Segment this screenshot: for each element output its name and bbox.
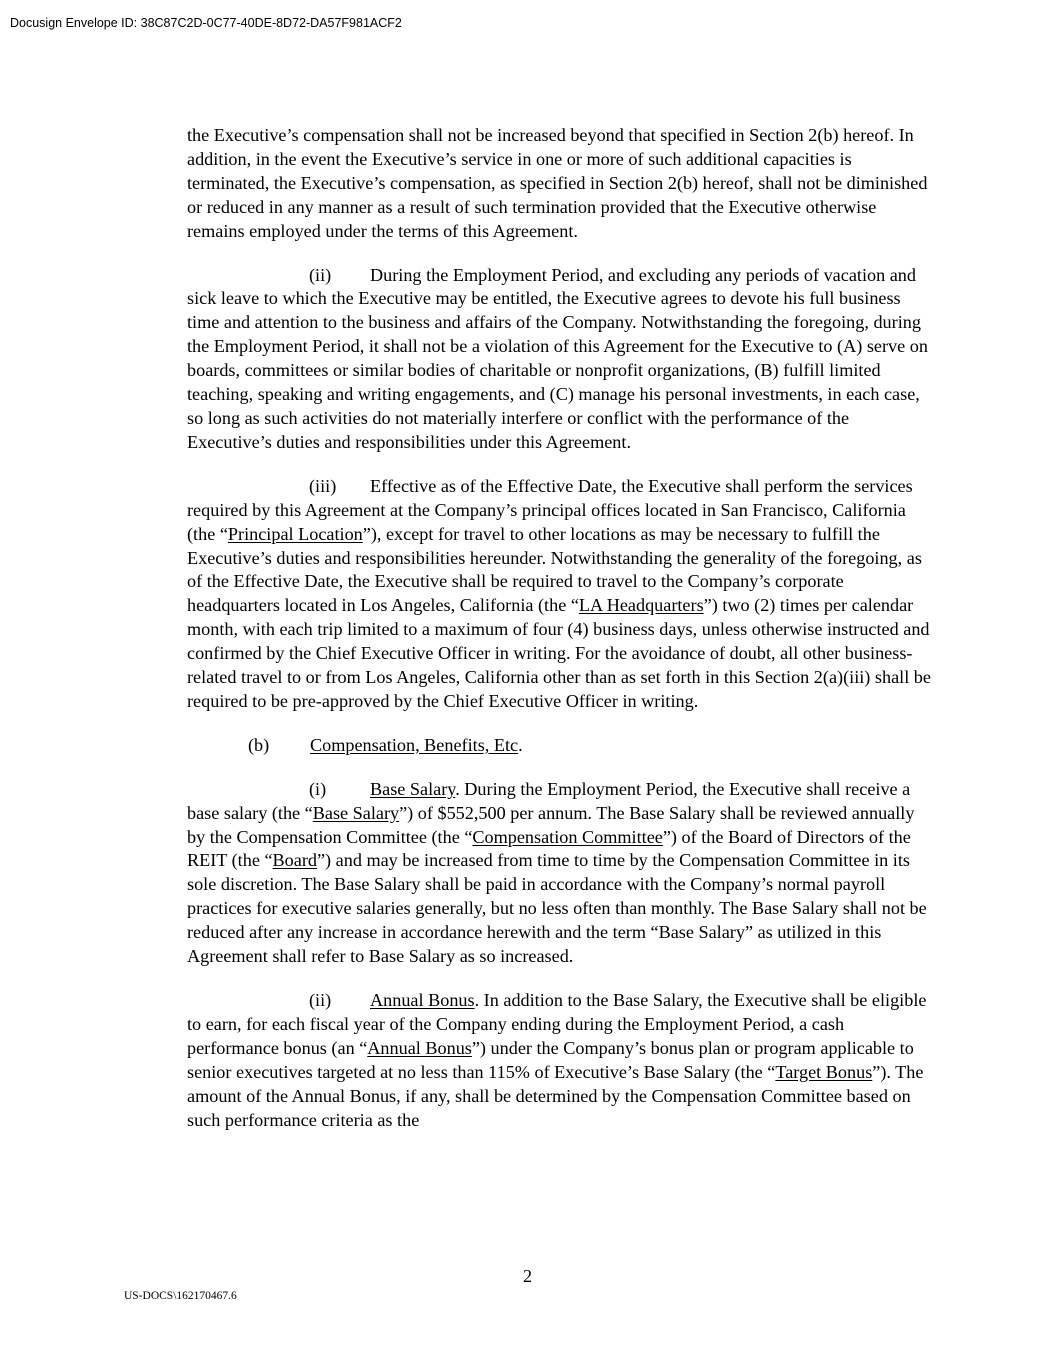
clause-marker: (ii) [309,990,332,1010]
clause-text: ”), except for travel to other locations as may be necessary to fulfill the Executive’s duties and responsibilities hereunder. Notwithstanding the generality of the foregoing, as of the Effective Date, the Executive shall be required to travel to the Company’s corporate headquarters located in Los Angeles, California (the “ [187,523,922,616]
clause-text: ”). The amount of the Annual Bonus, if any, shall be determined by the Compensation Committee based on such performance criteria as the [187,1061,924,1130]
section-marker: (b) [248,734,270,755]
paragraph-2b-ii [187,989,937,1132]
clause-marker: (ii) [309,264,332,285]
heading-period: . [518,734,523,755]
defined-term-compensation-committee: Compensation Committee [472,826,663,847]
clause-text: . In addition to the Base Salary, the Executive shall be eligible to earn, for each fiscal year of the Company ending during the Employment Period, a cash performance bonus (an “ [187,990,927,1058]
clause-heading-base-salary: Base Salary [370,778,456,799]
page-number: 2 [522,1266,533,1286]
paragraph-2b-i [187,778,937,969]
clause-marker: (i) [309,778,327,799]
docusign-envelope-id: Docusign Envelope ID: 38C87C2D-0C77-40DE-8D72-DA57F981ACF2 [10,16,402,30]
clause-text: . During the Employment Period, the Executive shall receive a base salary (the “ [187,778,911,823]
clause-text: ”) under the Company’s bonus plan or program applicable to senior executives targeted at no less than 115% of Executive’s Base Salary (the “ [187,1037,914,1082]
clause-heading-annual-bonus: Annual Bonus [370,990,475,1010]
defined-term-annual-bonus: Annual Bonus [367,1037,472,1058]
section-heading-text: Compensation, Benefits, Etc [310,734,519,755]
document-body [187,124,937,1152]
defined-term-la-headquarters: LA Headquarters [578,595,704,616]
paragraph-continuation: the Executive’s compensation shall not be increased beyond that specified in Section 2(b) hereof. In addition, in the event the Executive’s service in one or more of such additional capacities is terminated, the Executive’s compensation, as specified in Section 2(b) hereof, shall not be diminished or reduced in any manner as a result of such termination provided that the Executive otherwise remains employed under the terms of this Agreement. [187,125,928,241]
defined-term-base-salary: Base Salary [312,802,400,823]
clause-text: During the Employment Period, and excluding any periods of vacation and sick leave to which the Executive may be entitled, the Executive agrees to devote his full business time and attention to the business and affairs of the Company. Notwithstanding the foregoing, during the Employment Period, it shall not be a violation of this Agreement for the Executive to (A) serve on boards, committees or similar bodies of charitable or nonprofit organizations, (B) fulfill limited teaching, speaking and writing engagements, and (C) manage his personal investments, in each case, so long as such activities do not materially interfere or conflict with the performance of the Executive’s duties and responsibilities under this Agreement. [187,264,928,452]
defined-term-principal-location: Principal Location [227,523,363,544]
paragraph-2a-ii [187,264,937,455]
clause-marker: (iii) [309,475,337,496]
clause-text: ”) of the Board of Directors of the REIT (the “ [187,826,911,871]
paragraph-2a-iii [187,475,937,714]
defined-term-board: Board [272,850,317,871]
clause-text: Effective as of the Effective Date, the Executive shall perform the services required by this Agreement at the Company’s principal offices located in San Francisco, California (the “ [187,475,913,544]
document-id-footer: US-DOCS\162170467.6 [124,1290,237,1302]
section-heading-2b [187,734,937,758]
defined-term-target-bonus: Target Bonus [775,1061,873,1082]
clause-text: ”) two (2) times per calendar month, with each trip limited to a maximum of four (4) business days, unless otherwise instructed and confirmed by the Chief Executive Officer in writing. For the avoidance of doubt, all other business-related travel to or from Los Angeles, California other than as set forth in this Section 2(a)(iii) shall be required to be pre-approved by the Chief Executive Officer in writing. [187,595,931,711]
clause-text: ”) and may be increased from time to time by the Compensation Committee in its sole discretion. The Base Salary shall be paid in accordance with the Company’s normal payroll practices for executive salaries generally, but no less often than monthly. The Base Salary shall not be reduced after any increase in accordance herewith and the term “Base Salary” as utilized in this Agreement shall refer to Base Salary as so increased. [187,850,927,967]
clause-text: ”) of $552,500 per annum. The Base Salary shall be reviewed annually by the Compensation Committee (the “ [187,802,915,847]
